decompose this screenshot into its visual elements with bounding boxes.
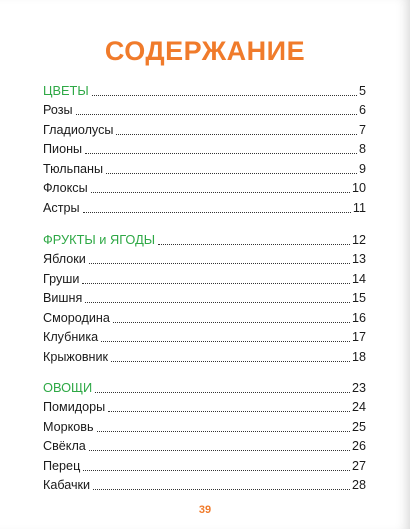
dot-leader [111, 361, 350, 362]
dot-leader [83, 470, 350, 471]
dot-leader [158, 244, 350, 245]
toc-page-number: 16 [351, 310, 366, 325]
dot-leader [116, 134, 357, 135]
dot-leader [82, 283, 350, 284]
toc-entry-label: Смородина [43, 310, 110, 325]
toc-section-header [43, 227, 366, 247]
toc-entry-label: Вишня [43, 291, 83, 306]
toc-entry [43, 434, 366, 454]
dot-leader [108, 411, 350, 412]
toc-section-title: ЦВЕТЫ [43, 82, 89, 98]
dot-leader [113, 322, 350, 323]
toc-entry-label: Яблоки [43, 252, 86, 267]
dot-leader [95, 392, 350, 393]
toc-entry [43, 325, 366, 345]
toc-entry [43, 156, 366, 176]
toc-entry-label: Розы [43, 103, 73, 118]
toc-page-number: 18 [351, 349, 366, 364]
toc-page-number: 13 [351, 252, 366, 267]
dot-leader [85, 302, 350, 303]
toc-entry [43, 344, 366, 364]
toc-entry-label: Морковь [43, 419, 94, 434]
toc-page-number: 5 [358, 83, 366, 98]
dot-leader [106, 173, 357, 174]
toc-page-number: 25 [351, 419, 366, 434]
toc-page-number: 24 [351, 400, 366, 415]
page-title: СОДЕРЖАНИЕ [104, 36, 306, 66]
toc-entry-label: Кабачки [43, 478, 91, 493]
toc-page-number: 14 [351, 271, 366, 286]
toc-entry-label: Пионы [43, 142, 83, 157]
toc-page-number: 17 [351, 330, 366, 345]
toc-entry [43, 176, 366, 196]
dot-leader [91, 192, 350, 193]
toc-section-vegetables [43, 375, 366, 492]
toc-page-number: 26 [351, 439, 366, 454]
dot-leader [93, 489, 350, 490]
toc-entry [43, 98, 366, 118]
toc-entry-label: Помидоры [43, 400, 106, 415]
toc-entry-label: Астры [43, 200, 80, 215]
toc-section-flowers [43, 78, 366, 215]
toc-entry-label: Клубника [43, 330, 99, 345]
page-number: 39 [198, 504, 212, 516]
toc-entry [43, 395, 366, 415]
dot-leader [76, 114, 357, 115]
dot-leader [83, 212, 351, 213]
toc-page-number: 11 [352, 200, 366, 215]
dot-leader [89, 450, 350, 451]
toc-entry [43, 453, 366, 473]
dot-leader [92, 95, 357, 96]
toc-section-header [43, 375, 366, 395]
toc-entry-label: Крыжовник [43, 349, 109, 364]
toc-page-number: 10 [351, 181, 366, 196]
toc-section-title: ФРУКТЫ и ЯГОДЫ [43, 231, 156, 247]
toc-entry [43, 266, 366, 286]
toc-entry-label: Гладиолусы [43, 122, 114, 137]
toc-entry-label: Груши [43, 271, 80, 286]
toc-section-header [43, 78, 366, 98]
dot-leader [101, 341, 350, 342]
dot-leader [89, 263, 350, 264]
toc-entry [43, 247, 366, 267]
toc-entry [43, 286, 366, 306]
toc-entry [43, 195, 366, 215]
toc-entry-label: Свёкла [43, 439, 86, 454]
toc-entry [43, 414, 366, 434]
toc-page-number: 8 [358, 142, 366, 157]
toc-page-number: 28 [351, 478, 366, 493]
toc-entry [43, 117, 366, 137]
toc-page-number: 6 [358, 103, 366, 118]
toc-entry [43, 137, 366, 157]
toc-section-title: ОВОЩИ [43, 379, 93, 395]
toc-page-number: 15 [351, 291, 366, 306]
toc-page-number: 7 [358, 122, 366, 137]
toc-page-number: 9 [358, 161, 366, 176]
toc-entry [43, 305, 366, 325]
toc-entry-label: Перец [43, 458, 81, 473]
dot-leader [85, 153, 357, 154]
toc-page-number: 23 [351, 380, 366, 395]
toc-entry-label: Флоксы [43, 181, 88, 196]
toc-entry-label: Тюльпаны [43, 161, 104, 176]
toc-section-fruits [43, 227, 366, 364]
toc-entry [43, 473, 366, 493]
dot-leader [97, 431, 350, 432]
toc-page-number: 27 [351, 458, 366, 473]
toc-page-number: 12 [351, 232, 366, 247]
